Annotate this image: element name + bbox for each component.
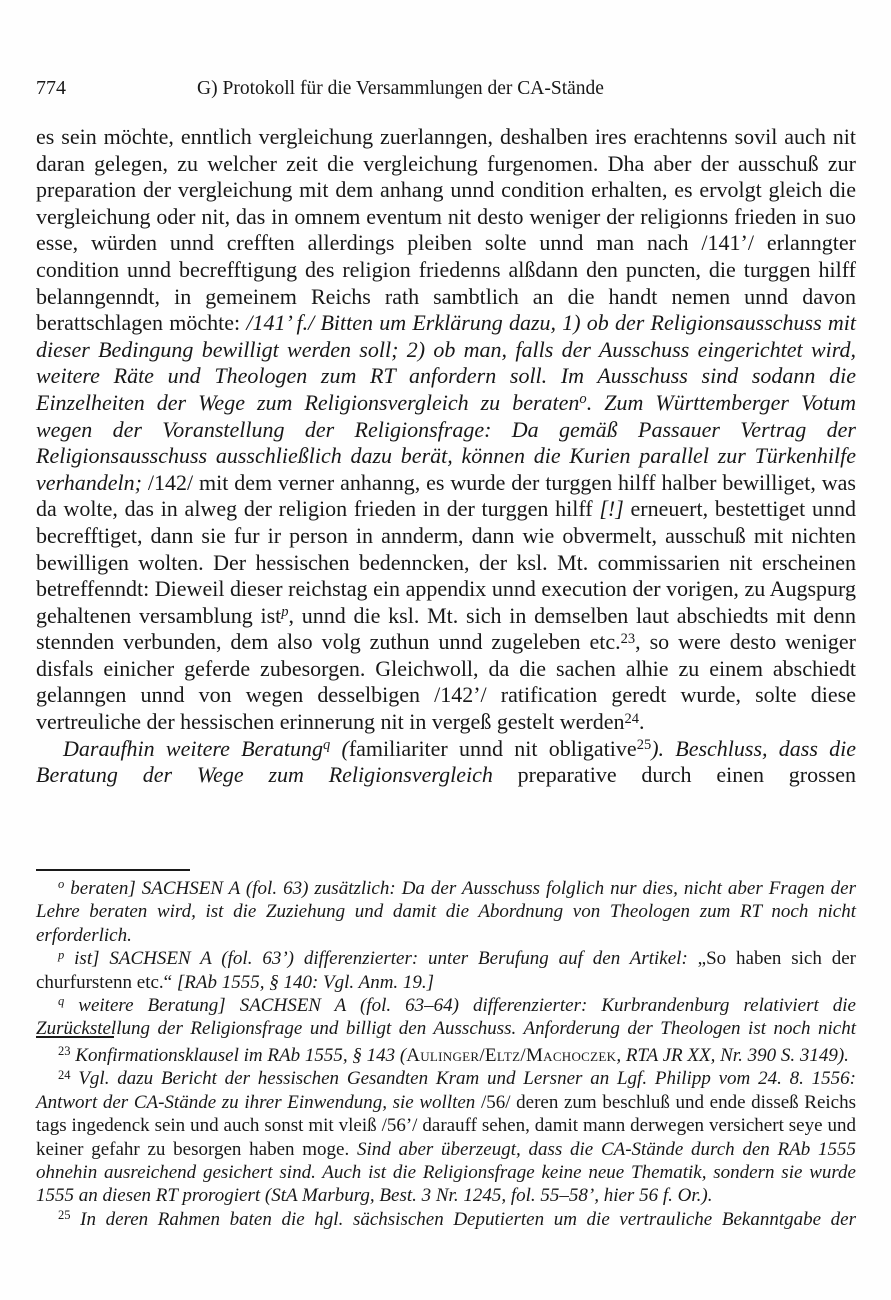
page-number: 774	[36, 77, 66, 99]
page-header	[0, 77, 891, 103]
footnote-25: $^{25}$ In deren Rahmen baten die hgl. sächsischen Deputierten um die vertrauliche Bekanntgabe der	[58, 1208, 856, 1230]
apparatus-note-q: $^q$ weitere Beratung] SACHSEN A (fol. 63–64) differenzierter: Kurbrandenburg relativiert die Zurückstellung der Religionsfrage und billigt den Ausschuss. Anforderung der Theologen ist noch nicht	[36, 994, 856, 1040]
footnote-separator-rule	[36, 1036, 114, 1038]
apparatus-separator-rule	[36, 869, 190, 871]
main-text-block	[36, 124, 856, 789]
footnote-24: $^{24}$ Vgl. dazu Bericht der hessischen Gesandten Kram und Lersner an Lgf. Philipp vom 24. 8. 1556: Antwort der CA-Stände zu ihrer Einwendung, sie wollten /56/ deren zum beschluß und ende disseß Reichs tags ingedenck sein und auch sonst mit vleiß /56’/ darauff sehen, damit mann derwegen versichert seye und keiner gefahr zu besorgen haben moge. Sind aber überzeugt, dass die CA-Stände durch den RAb 1555 ohnehin ausreichend gesichert sind. Auch ist die Religionsfrage keine neue Thematik, sondern sie wurde 1555 an diesen RT prorogiert (StA Marburg, Best. 3 Nr. 1245, fol. 55–58’, hier 56 f. Or.).	[36, 1067, 857, 1207]
commentary-footnotes	[36, 1044, 856, 1231]
apparatus-note-o: $^o$ beraten] SACHSEN A (fol. 63) zusätzlich: Da der Ausschuss folglich nur dies, nicht aber Fragen der Lehre beraten wird, ist die Zuziehung und damit die Abordnung von Theologen zum RT noch nicht erforderlich.	[36, 877, 856, 946]
body-paragraph-2: Daraufhin weitere Beratung$^q$ (familiariter unnd nit obligative$^{25}$). Beschluss, dass die Beratung der Wege zum Religionsvergleich preparative durch einen grossen	[36, 735, 857, 788]
body-paragraph-1: es sein möchte, enntlich vergleichung zuerlanngen, deshalben ires erachtenns sovil auch nit daran gelegen, zu welcher zeit die vergleichung furgenomen. Dha aber der ausschuß zur preparation der vergleichung mit dem anhang unnd condition erhalten, es ervolgt gleich die vergleichung oder nit, das in omnem eventum nit desto weniger der religionns frieden in suo esse, würden unnd crefften allerdings pleiben solte unnd man nach /141’/ erlanngter condition unnd becrefftigung des religion friedenns alßdann den puncten, die turggen hilff belanngenndt, in gemeinem Reichs rath sambtlich an die handt nemen unnd davon berattschlagen möchte: /141’ f./ Bitten um Erklärung dazu, 1) ob der Religionsausschuss mit dieser Bedingung bewilligt werden soll; 2) ob man, falls der Ausschuss eingerichtet wird, weitere Räte und Theologen zum RT anfordern soll. Im Ausschuss sind sodann die Einzelheiten der Wege zum Religionsvergleich zu beraten$^o$. Zum Württemberger Votum wegen der Voranstellung der Religionsfrage: Da gemäß Passauer Vertrag der Religionsausschuss ausschließlich dazu berät, können die Kurien parallel zur Türkenhilfe verhandeln; /142/ mit dem verner anhanng, es wurde der turggen hilff halber bewilliget, was da wolte, das in alweg der religion frieden in der turggen hilff [!] erneuert, bestettiget unnd becrefftiget, dann sie fur ir person in annderm, dann wie obvermelt, ausschuß mit nichten bewilligen wolten. Der hessischen bedenncken, der ksl. Mt. commissarien nit erscheinen betreffenndt: Dieweil dieser reichstag ein appendix unnd execution der vorigen, zu Augspurg gehaltenen versamblung ist$^p$, unnd die ksl. Mt. sich in demselben laut abschiedts mit denn stennden verbunden, dem also volg zuthun unnd zugeleben etc.$^{23}$, so were desto weniger disfals einicher geferde zubesorgen. Gleichwoll, da die sachen alhie zu einem abschiedt gelanngen unnd von wegen desselbigen /142’/ ratification geredt wurde, solte diese vertreuliche der hessischen erinnerung nit in vergeß gestelt werden$^{24}$.	[36, 124, 856, 735]
running-title: G) Protokoll für die Versammlungen der CA-Stände	[197, 78, 604, 99]
critical-apparatus	[36, 877, 856, 1041]
apparatus-note-p: $^p$ ist] SACHSEN A (fol. 63’) differenzierter: unter Berufung auf den Artikel: „So haben sich der churfurstenn etc.“ [RAb 1555, § 140: Vgl. Anm. 19.]	[36, 947, 856, 993]
footnote-23: $^{23}$ Konfirmationsklausel im RAb 1555, § 143 (Aulinger/Eltz/Machoczek, RTA JR XX, Nr. 390 S. 3149).	[58, 1044, 849, 1066]
